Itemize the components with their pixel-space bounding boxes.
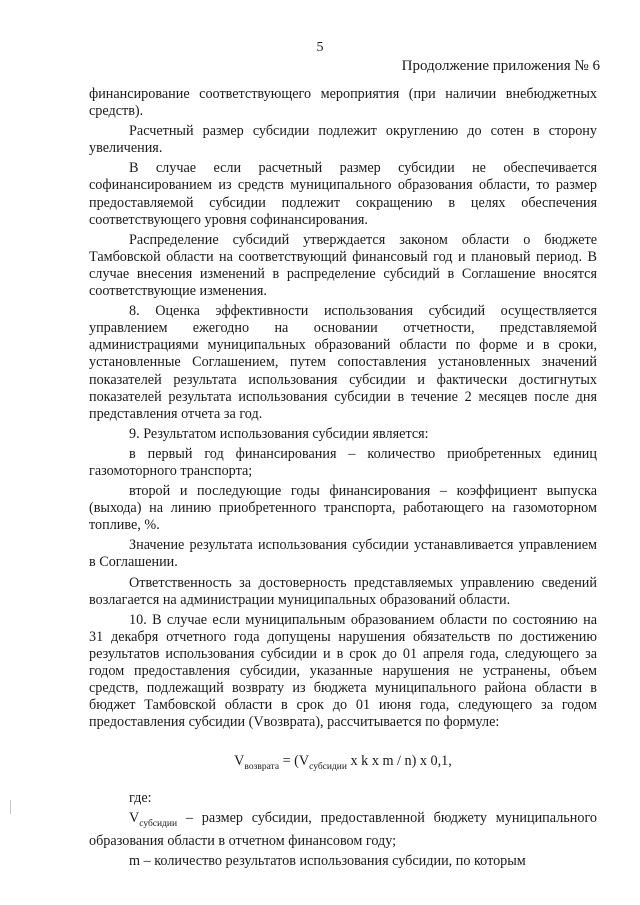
paragraph-7: в первый год финансирования – количество приобретенных единиц газомоторного транспорта;: [89, 445, 597, 479]
definition-text: – количество результатов использования субсидии, по которым: [140, 853, 526, 870]
formula-v-sub: субсидии: [309, 762, 347, 773]
where-label: где:: [129, 790, 152, 807]
formula-v-main: V: [234, 753, 245, 770]
page-number: 5: [316, 40, 324, 55]
formula-rest: x k x m / n) x 0,1,: [346, 753, 452, 770]
appendix-header: Продолжение приложения № 6: [401, 58, 600, 74]
paragraph-11: 10. В случае если муниципальным образованием области по состоянию на 31 декабря отчетного года допущены нарушения обязательств по достижению результатов использования субсидии и в срок до 01 апреля года, следующего за годом предоставления субсидии, указанные нарушения не устранены, объем средств, подлежащий возврату из бюджета муниципального района области в бюджет Тамбовской области в срок до 01 июня года, следующего за годом предоставления субсидии (Vвозврата), рассчитывается по формуле:: [89, 611, 597, 731]
paragraph-1: финансирование соответствующего мероприятия (при наличии внебюджетных средств).: [89, 86, 597, 120]
paragraph-4: Распределение субсидий утверждается законом области о бюджете Тамбовской области на соответствующий финансовый год и плановый период. В случае внесения изменений в распределение субсидий в Соглашение вносятся соответствующие изменения.: [89, 231, 597, 300]
paragraph-3: В случае если расчетный размер субсидии не обеспечивается софинансированием из средств муниципального образования области, то размер предоставляемой субсидии подлежит сокращению в целях обеспечения соответствующего уровня софинансирования.: [89, 160, 597, 228]
document-body: [89, 86, 597, 874]
paragraph-10: Ответственность за достоверность представляемых управлению сведений возлагается на администрации муниципальных образований области.: [89, 574, 597, 608]
paragraph-5: 8. Оценка эффективности использования субсидий осуществляется управлением ежегодно на основании отчетности, представляемой администрациями муниципальных образований области по форме и в сроки, установленные Соглашением, путем сопоставления установленных значений показателей результата использования субсидии и фактически достигнутых показателей результата использования субсидии в течение 2 месяцев после дня представления отчета за год.: [89, 303, 597, 422]
formula: [89, 753, 597, 776]
definition-symbol: m: [129, 853, 141, 870]
paragraph-8: второй и последующие годы финансирования – коэффициент выпуска (выхода) на линию приобретенного транспорта, работающего на газомоторном топливе, %.: [89, 483, 597, 534]
definition-text: – размер субсидии, предоставленной бюджету муниципального образования области в отчетном финансовом году;: [89, 810, 597, 850]
paragraph-9: Значение результата использования субсидии устанавливается управлением в Соглашении.: [89, 537, 597, 571]
formula-equals-open: = (V: [279, 753, 310, 770]
formula-v-main-sub: возврата: [244, 762, 280, 773]
definition-v-subsidy: [89, 810, 597, 850]
definition-m: [89, 853, 597, 870]
definition-symbol-sub: субсидии: [139, 819, 178, 830]
scan-margin-mark: [10, 800, 11, 814]
paragraph-6: 9. Результатом использования субсидии является:: [129, 425, 429, 442]
paragraph-2: Расчетный размер субсидии подлежит округлению до сотен в сторону увеличения.: [89, 123, 597, 157]
definition-symbol: V: [129, 810, 140, 827]
